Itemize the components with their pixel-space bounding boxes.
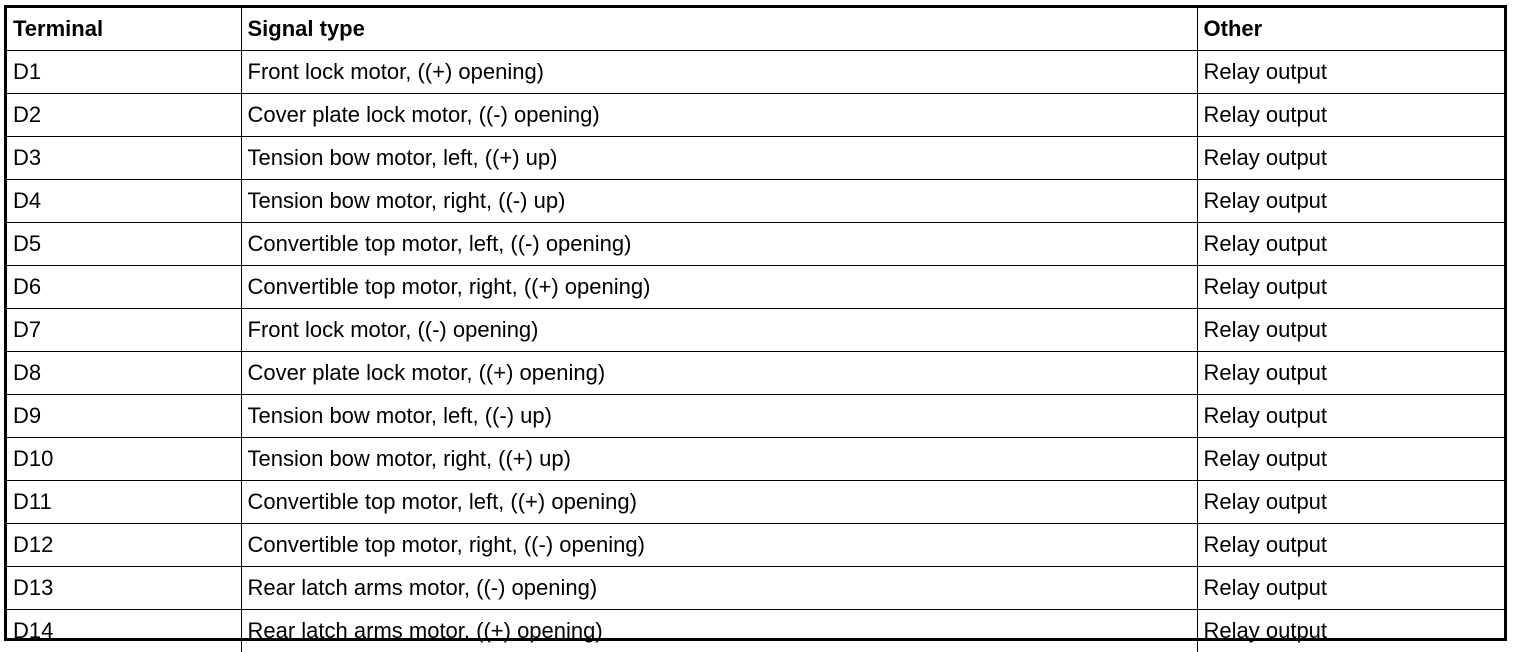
signal-type-cell: Tension bow motor, left, ((-) up): [241, 395, 1197, 438]
other-cell: Relay output: [1197, 180, 1504, 223]
table-row: [7, 266, 1504, 309]
other-cell: Relay output: [1197, 395, 1504, 438]
terminal-cell: D5: [7, 223, 241, 266]
signal-type-cell: Tension bow motor, left, ((+) up): [241, 137, 1197, 180]
table-row: [7, 567, 1504, 610]
table-row: [7, 223, 1504, 266]
table-row: [7, 610, 1504, 652]
other-cell: Relay output: [1197, 567, 1504, 610]
terminal-table-container: [4, 5, 1507, 641]
table-row: [7, 180, 1504, 223]
other-cell: Relay output: [1197, 137, 1504, 180]
terminal-table: [7, 8, 1504, 652]
header-terminal: Terminal: [7, 8, 241, 51]
other-cell: Relay output: [1197, 352, 1504, 395]
terminal-cell: D4: [7, 180, 241, 223]
signal-type-cell: Tension bow motor, right, ((+) up): [241, 438, 1197, 481]
terminal-cell: D14: [7, 610, 241, 652]
table-header-row: [7, 8, 1504, 51]
terminal-cell: D7: [7, 309, 241, 352]
table-row: [7, 352, 1504, 395]
signal-type-cell: Front lock motor, ((-) opening): [241, 309, 1197, 352]
terminal-cell: D8: [7, 352, 241, 395]
terminal-cell: D11: [7, 481, 241, 524]
signal-type-cell: Rear latch arms motor, ((+) opening): [241, 610, 1197, 652]
terminal-cell: D12: [7, 524, 241, 567]
signal-type-cell: Convertible top motor, right, ((+) opening): [241, 266, 1197, 309]
table-row: [7, 395, 1504, 438]
other-cell: Relay output: [1197, 438, 1504, 481]
table-row: [7, 309, 1504, 352]
signal-type-cell: Front lock motor, ((+) opening): [241, 51, 1197, 94]
signal-type-cell: Tension bow motor, right, ((-) up): [241, 180, 1197, 223]
terminal-cell: D3: [7, 137, 241, 180]
other-cell: Relay output: [1197, 94, 1504, 137]
table-row: [7, 438, 1504, 481]
signal-type-cell: Cover plate lock motor, ((+) opening): [241, 352, 1197, 395]
other-cell: Relay output: [1197, 309, 1504, 352]
terminal-cell: D6: [7, 266, 241, 309]
table-row: [7, 137, 1504, 180]
signal-type-cell: Convertible top motor, left, ((+) opening): [241, 481, 1197, 524]
terminal-cell: D9: [7, 395, 241, 438]
terminal-cell: D1: [7, 51, 241, 94]
header-other: Other: [1197, 8, 1504, 51]
signal-type-cell: Cover plate lock motor, ((-) opening): [241, 94, 1197, 137]
other-cell: Relay output: [1197, 51, 1504, 94]
other-cell: Relay output: [1197, 481, 1504, 524]
terminal-cell: D13: [7, 567, 241, 610]
terminal-cell: D2: [7, 94, 241, 137]
signal-type-cell: Rear latch arms motor, ((-) opening): [241, 567, 1197, 610]
terminal-cell: D10: [7, 438, 241, 481]
signal-type-cell: Convertible top motor, right, ((-) opening): [241, 524, 1197, 567]
other-cell: Relay output: [1197, 610, 1504, 652]
other-cell: Relay output: [1197, 223, 1504, 266]
header-signal-type: Signal type: [241, 8, 1197, 51]
other-cell: Relay output: [1197, 266, 1504, 309]
table-row: [7, 51, 1504, 94]
table-row: [7, 481, 1504, 524]
table-row: [7, 524, 1504, 567]
other-cell: Relay output: [1197, 524, 1504, 567]
signal-type-cell: Convertible top motor, left, ((-) opening): [241, 223, 1197, 266]
table-row: [7, 94, 1504, 137]
